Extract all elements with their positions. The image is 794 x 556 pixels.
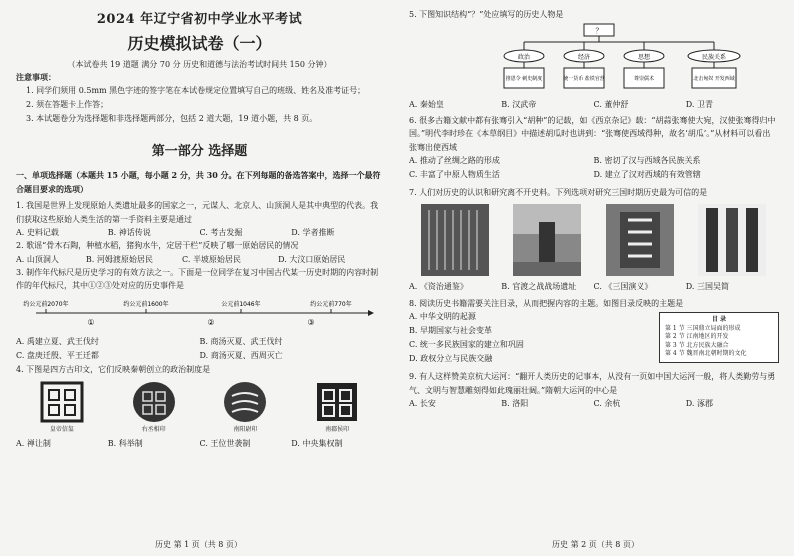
option[interactable]: B. 早期国家与社会变革 xyxy=(409,326,492,335)
option[interactable]: A. 史料记载 xyxy=(16,228,59,237)
page-footer: 历史 第 2 页（共 8 页） xyxy=(552,540,639,549)
seal-image xyxy=(131,380,177,424)
option[interactable]: D. 学者推断 xyxy=(291,228,335,237)
option[interactable]: D. 大汶口原始居民 xyxy=(278,254,346,264)
toc-item: 第 4 节 魏晋南北朝时期的文化 xyxy=(665,350,747,357)
toc-item: 第 1 节 三国鼎立局面的形成 xyxy=(665,324,741,332)
seal-caption: 皇帝信玺 xyxy=(49,426,74,433)
diagram-node: 思想 xyxy=(637,53,651,61)
novel-cover-image xyxy=(606,204,674,276)
timeline-date: 约公元前1600年 xyxy=(123,300,169,308)
seal-image xyxy=(314,380,360,424)
option[interactable]: D. 三国吴简 xyxy=(685,281,729,291)
option[interactable]: A. 秦始皇 xyxy=(409,99,444,109)
diagram-root: ？ xyxy=(595,26,603,35)
option[interactable]: D. 建立了汉对西域的有效管辖 xyxy=(593,170,701,179)
option[interactable]: C. 余杭 xyxy=(593,399,621,408)
option[interactable]: A. 禅让制 xyxy=(16,439,51,448)
question-1-options xyxy=(16,226,383,239)
option[interactable]: D. 中央集权制 xyxy=(291,439,343,448)
exam-title: 2024 年辽宁省初中学业水平考试 xyxy=(96,12,303,27)
option[interactable]: A. 推动了丝绸之路的形成 xyxy=(409,156,500,165)
option[interactable]: C. 盘庚迁殷、平王迁都 xyxy=(16,350,99,360)
seal-image xyxy=(39,380,85,424)
diagram-leaf: 统一货币 盐铁官营 xyxy=(563,75,605,82)
diagram-node: 政治 xyxy=(517,53,531,61)
diagram-node: 经济 xyxy=(577,53,591,61)
book-page-image xyxy=(421,204,489,276)
option[interactable]: D. 卫青 xyxy=(685,99,713,109)
timeline-mark: ① xyxy=(87,317,95,327)
toc-item: 第 2 节 江南地区的开发 xyxy=(665,333,729,340)
bamboo-slips-image xyxy=(698,204,766,276)
option[interactable]: C. 半坡原始居民 xyxy=(182,254,241,264)
notice-item: 2. 须在答题卡上作答； xyxy=(26,100,109,109)
page-2 xyxy=(397,0,794,556)
question-4-options xyxy=(16,437,383,450)
toc-item: 第 3 节 北方民族大融合 xyxy=(665,341,729,349)
timeline-mark: ② xyxy=(207,317,215,327)
option[interactable]: B. 洛阳 xyxy=(501,399,529,408)
question-6-options xyxy=(409,154,778,182)
battlefield-site-image xyxy=(513,204,581,276)
option[interactable]: B. 官渡之战战场遗址 xyxy=(501,281,577,291)
seal-caption: 右丞相印 xyxy=(141,426,166,433)
knowledge-structure-diagram xyxy=(409,22,779,94)
question-3-options xyxy=(16,335,383,363)
seal-image xyxy=(222,380,268,424)
question-6: 6. 很多古籍文献中都有张骞引入“胡种”的记载，如《西京杂记》载：“胡蒜张骞使大宛，汉使张骞得归中国。”明代李时珍在《本草纲目》中描述胡瓜时也讲到：“张骞使西域得种，故名‘胡瓜’。”从材料可以看出张骞出使西域 xyxy=(409,115,776,152)
option[interactable]: A. 山顶洞人 xyxy=(16,254,59,264)
question-5-options xyxy=(409,98,778,111)
seal-images xyxy=(16,380,383,433)
timeline-date: 公元前1046年 xyxy=(221,300,261,308)
option[interactable]: B. 科举制 xyxy=(107,439,143,448)
seal-figure xyxy=(39,380,85,433)
timeline-mark: ③ xyxy=(307,317,315,327)
option[interactable]: A. 中华文明的起源 xyxy=(409,312,476,321)
option[interactable]: C. 统一多民族国家的建立和巩固 xyxy=(409,340,524,349)
question-3: 3. 制作年代标尺是历史学习的有效方法之一。下面是一位同学在复习中国古代某一历史时期的内容时制作的年代标尺，其中①②③处对应的历史事件是 xyxy=(16,267,379,290)
section-title: 第一部分 选择题 xyxy=(151,144,248,159)
diagram-leaf: 推恩令 刺史制度 xyxy=(505,75,543,82)
question-9-options xyxy=(409,397,778,410)
question-8: 8. 阅读历史书籍需要关注目录，从而把握内容的主题。如图目录反映的主题是 xyxy=(409,298,684,308)
question-5: 5. 下图知识结构“？”处应填写的历史人物是 xyxy=(409,10,564,19)
question-8-options xyxy=(409,310,639,366)
option[interactable]: B. 汉武帝 xyxy=(501,99,537,109)
diagram-leaf: 尊崇儒术 xyxy=(633,75,655,82)
paper-title: 历史模拟试卷（一） xyxy=(127,34,272,53)
toc-title: 目 录 xyxy=(711,316,727,323)
notice-item: 1. 同学们须用 0.5mm 黑色字迹的签字笔在本试卷规定位置填写自己的班级、姓名及准考证号； xyxy=(26,86,366,95)
seal-figure xyxy=(314,380,360,433)
option[interactable]: D. 政权分立与民族交融 xyxy=(409,354,493,363)
question-1: 1. 我国是世界上发现原始人类遗址最多的国家之一，元谋人、北京人、山顶洞人是其中典型的代表。我们获取这些原始人类生活的第一手资料主要是通过 xyxy=(16,201,379,224)
source-images xyxy=(409,204,778,276)
question-2-options xyxy=(16,253,383,266)
question-4: 4. 下图是四方古印文，它们反映秦朝创立的政治制度是 xyxy=(16,364,211,374)
exam-subtitle: （本试卷共 19 道题 满分 70 分 历史和道德与法治考试时间共 150 分钟） xyxy=(67,60,332,69)
seal-caption: 南郡侯印 xyxy=(325,426,350,433)
page-footer: 历史 第 1 页（共 8 页） xyxy=(155,540,242,549)
option[interactable]: B. 神话传说 xyxy=(107,228,151,237)
option[interactable]: D. 商汤灭夏、西周灭亡 xyxy=(199,350,283,360)
option[interactable]: C. 考古发掘 xyxy=(199,228,243,237)
table-of-contents xyxy=(659,312,779,363)
option[interactable]: B. 密切了汉与西域各民族关系 xyxy=(593,156,701,165)
timeline-date: 约公元前770年 xyxy=(310,300,352,308)
option[interactable]: C. 王位世袭制 xyxy=(199,439,251,448)
notice-item: 3. 本试题卷分为选择题和非选择题两部分，包括 2 道大题，19 道小题，共 8 页。 xyxy=(26,114,318,123)
timeline-date: 约公元前2070年 xyxy=(23,300,69,308)
option[interactable]: C. 董仲舒 xyxy=(593,99,629,109)
question-7: 7. 人们对历史的认识和研究离不开史料。下列选项对研究三国时期历史最为可信的是 xyxy=(409,188,708,197)
question-7-options xyxy=(409,280,778,293)
question-9: 9. 有人这样赞美京杭大运河：“翻开人类历史的记事本，从没有一页如中国大运河一般，将人类勤劳与勇气、文明与智慧雕刻得如此瑰丽壮阔。”隋朝大运河的中心是 xyxy=(409,372,776,395)
notice-heading: 注意事项： xyxy=(16,72,56,82)
seal-figure xyxy=(222,380,268,433)
option[interactable]: A. 禹建立夏、武王伐纣 xyxy=(16,336,99,346)
option[interactable]: B. 商汤灭夏、武王伐纣 xyxy=(199,336,283,346)
diagram-node: 民族关系 xyxy=(701,53,727,61)
question-8-block xyxy=(409,310,778,366)
option[interactable]: A. 《资治通鉴》 xyxy=(409,281,468,291)
option[interactable]: A. 长安 xyxy=(409,399,436,408)
question-2: 2. 歌谣“骨木石陶，种植水稻，猪狗水牛，定居干栏”反映了哪一原始居民的情况 xyxy=(16,241,299,250)
timeline-ruler xyxy=(16,297,376,331)
diagram-leaf: 北击匈奴 开发西域 xyxy=(693,75,735,82)
option[interactable]: D. 涿郡 xyxy=(685,399,713,408)
option[interactable]: C. 丰富了中原人物质生活 xyxy=(409,170,500,179)
part-heading: 一、单项选择题（本题共 15 小题，每小题 2 分，共 30 分。在下列每题的备选答案中，选择一个最符合题目要求的选项） xyxy=(16,170,381,194)
option[interactable]: C. 《三国演义》 xyxy=(593,281,653,291)
seal-caption: 南阳尉印 xyxy=(233,426,258,433)
seal-figure xyxy=(131,380,177,433)
option[interactable]: B. 河姆渡原始居民 xyxy=(85,254,153,264)
timeline xyxy=(16,297,383,331)
